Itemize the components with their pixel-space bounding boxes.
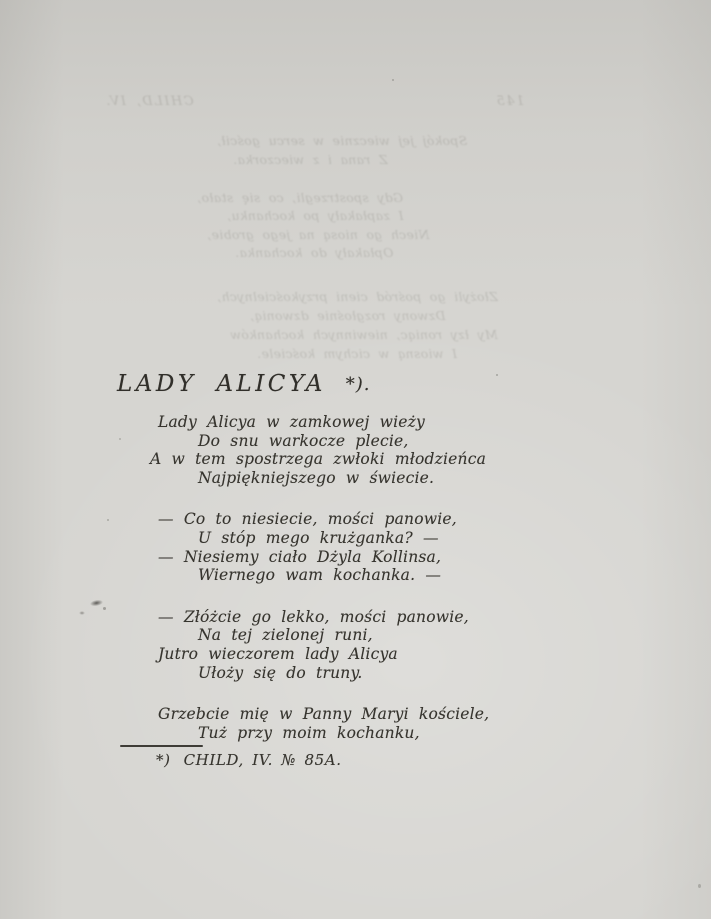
paper-speck [103, 607, 106, 610]
showthrough-line: Dzwony rozgłośnie dzwonią, [250, 308, 446, 323]
poem-line: Lady Alicya w zamkowej wieży [158, 413, 425, 431]
showthrough-line: Niech go niosą na jego grobie, [207, 227, 430, 242]
poem-title-text: LADY ALICYA [117, 371, 326, 397]
poem-line: A w tem spostrzega zwłoki młodzieńca [150, 450, 487, 469]
poem-line: — Co to niesiecie, mości panowie, [158, 510, 457, 529]
poem-line: U stóp mego krużganka? — [198, 528, 439, 547]
footnote-rule [120, 745, 203, 747]
paper-speck [107, 519, 109, 521]
showthrough-line: My łzy roniąc, niewinnych kochanków [230, 327, 498, 342]
stanza-2 [150, 510, 489, 584]
footnote [156, 751, 342, 769]
paper-speck [698, 884, 701, 888]
showthrough-line: Z rana i z wieczorka. [233, 152, 388, 167]
poem-body [150, 413, 489, 765]
ink-smudge [90, 599, 104, 607]
poem-line: Do snu warkocze plecie, [198, 431, 409, 450]
showthrough-line: Spokój jej wiecznie w sercu gościł, [217, 133, 468, 148]
footnote-reference-mark: *). [345, 374, 371, 395]
paper-speck [119, 438, 121, 440]
poem-line: Tuż przy moim kochanku, [198, 723, 420, 742]
poem-line: Najpiękniejszego w świecie. [198, 468, 435, 487]
paper-speck [392, 79, 394, 81]
paper-speck [496, 374, 498, 376]
poem-line: Wiernego wam kochanka. — [198, 566, 442, 585]
poem-line: Ułoży się do truny. [198, 663, 363, 682]
showthrough-page-number: 145 [495, 94, 525, 109]
ink-smudge-tail [79, 611, 85, 615]
stanza-4 [150, 705, 489, 742]
footnote-text: CHILD, IV. № 85A. [183, 751, 342, 769]
poem-line: Na tej zielonej runi, [198, 626, 373, 645]
footnote-marker: *) [156, 751, 171, 769]
showthrough-running-head: CHILD, IV. [105, 94, 194, 109]
poem-line: — Niesiemy ciało Dżyla Kollinsa, [158, 547, 442, 566]
stanza-3 [150, 608, 489, 682]
poem-line: — Złóżcie go lekko, mości panowie, [158, 607, 469, 626]
showthrough-line: I wiosną w cichym kościele. [257, 346, 458, 361]
poem-title [117, 371, 370, 397]
showthrough-line: I zapłakały po kochanku, [227, 208, 404, 223]
showthrough-line: Złożyli go pośród cieni przykościelnych, [217, 289, 498, 304]
poem-line: Grzebcie mię w Panny Maryi kościele, [158, 705, 490, 724]
showthrough-line: Gdy spostrzegli, co się stało, [197, 190, 404, 205]
showthrough-line: Opłakały do kochanka. [235, 245, 394, 260]
stanza-1 [150, 413, 489, 487]
poem-line: Jutro wieczorem lady Alicya [158, 644, 398, 663]
